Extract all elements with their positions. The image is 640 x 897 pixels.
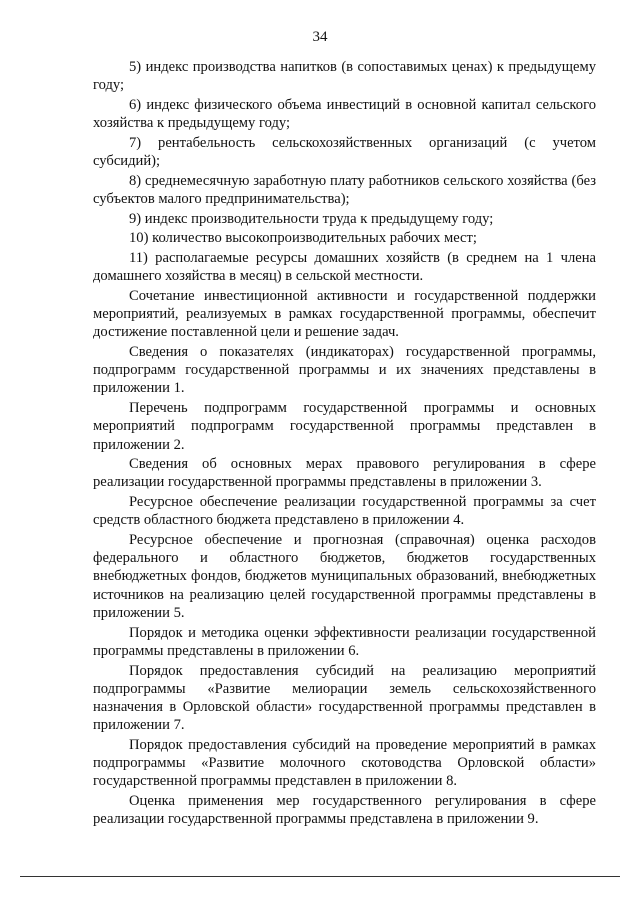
paragraph-appendix-3: Сведения об основных мерах правового регулирования в сфере реализации государственной программы представлены в приложении 3. bbox=[93, 456, 596, 491]
paragraph-investment: Сочетание инвестиционной активности и государственной поддержки мероприятий, реализуемых в рамках государственной программы, обеспечит достижение поставленной цели и решение задач. bbox=[93, 287, 596, 341]
document-body bbox=[93, 58, 596, 830]
footer-divider bbox=[20, 876, 620, 877]
paragraph-item-6: 6) индекс физического объема инвестиций в основной капитал сельского хозяйства к предыдущему году; bbox=[93, 96, 596, 132]
paragraph-appendix-4: Ресурсное обеспечение реализации государственной программы за счет средств областного бюджета представлено в приложении 4. bbox=[93, 494, 596, 529]
paragraph-item-9: 9) индекс производительности труда к предыдущему году; bbox=[129, 210, 494, 227]
paragraph-item-7: 7) рентабельность сельскохозяйственных организаций (с учетом субсидий); bbox=[93, 134, 596, 170]
paragraph-item-10: 10) количество высокопроизводительных рабочих мест; bbox=[129, 230, 477, 247]
paragraph-appendix-7: Порядок предоставления субсидий на реализацию мероприятий подпрограммы «Развитие мелиорации земель сельскохозяйственного назначения в Орловской области» государственной программы представлен в приложении 7. bbox=[93, 662, 596, 734]
paragraph-appendix-9: Оценка применения мер государственного регулирования в сфере реализации государственной программы представлена в приложении 9. bbox=[93, 792, 596, 828]
paragraph-item-5: 5) индекс производства напитков (в сопоставимых ценах) к предыдущему году; bbox=[93, 59, 596, 94]
paragraph-item-11: 11) располагаемые ресурсы домашних хозяйств (в среднем на 1 члена домашнего хозяйства в месяц) в сельской местности. bbox=[93, 250, 596, 285]
paragraph-appendix-2: Перечень подпрограмм государственной программы и основных мероприятий подпрограмм государственной программы представлен в приложении 2. bbox=[93, 400, 596, 453]
paragraph-appendix-1: Сведения о показателях (индикаторах) государственной программы, подпрограмм государственной программы и их значениях представлены в приложении 1. bbox=[93, 344, 596, 397]
paragraph-item-8: 8) среднемесячную заработную плату работников сельского хозяйства (без субъектов малого предпринимательства); bbox=[93, 172, 596, 207]
paragraph-appendix-6: Порядок и методика оценки эффективности реализации государственной программы представлены в приложении 6. bbox=[93, 624, 596, 659]
paragraph-appendix-8: Порядок предоставления субсидий на проведение мероприятий в рамках подпрограммы «Развитие молочного скотоводства Орловской области» государственной программы представлен в приложении 8. bbox=[93, 736, 596, 790]
page-number: 34 bbox=[312, 29, 328, 45]
paragraph-appendix-5: Ресурсное обеспечение и прогнозная (справочная) оценка расходов федерального и областного бюджетов, бюджетов государственных внебюджетных фондов, бюджетов муниципальных образований, внебюджетных источников на реализацию целей государственной программы представлены в приложении 5. bbox=[93, 532, 596, 621]
